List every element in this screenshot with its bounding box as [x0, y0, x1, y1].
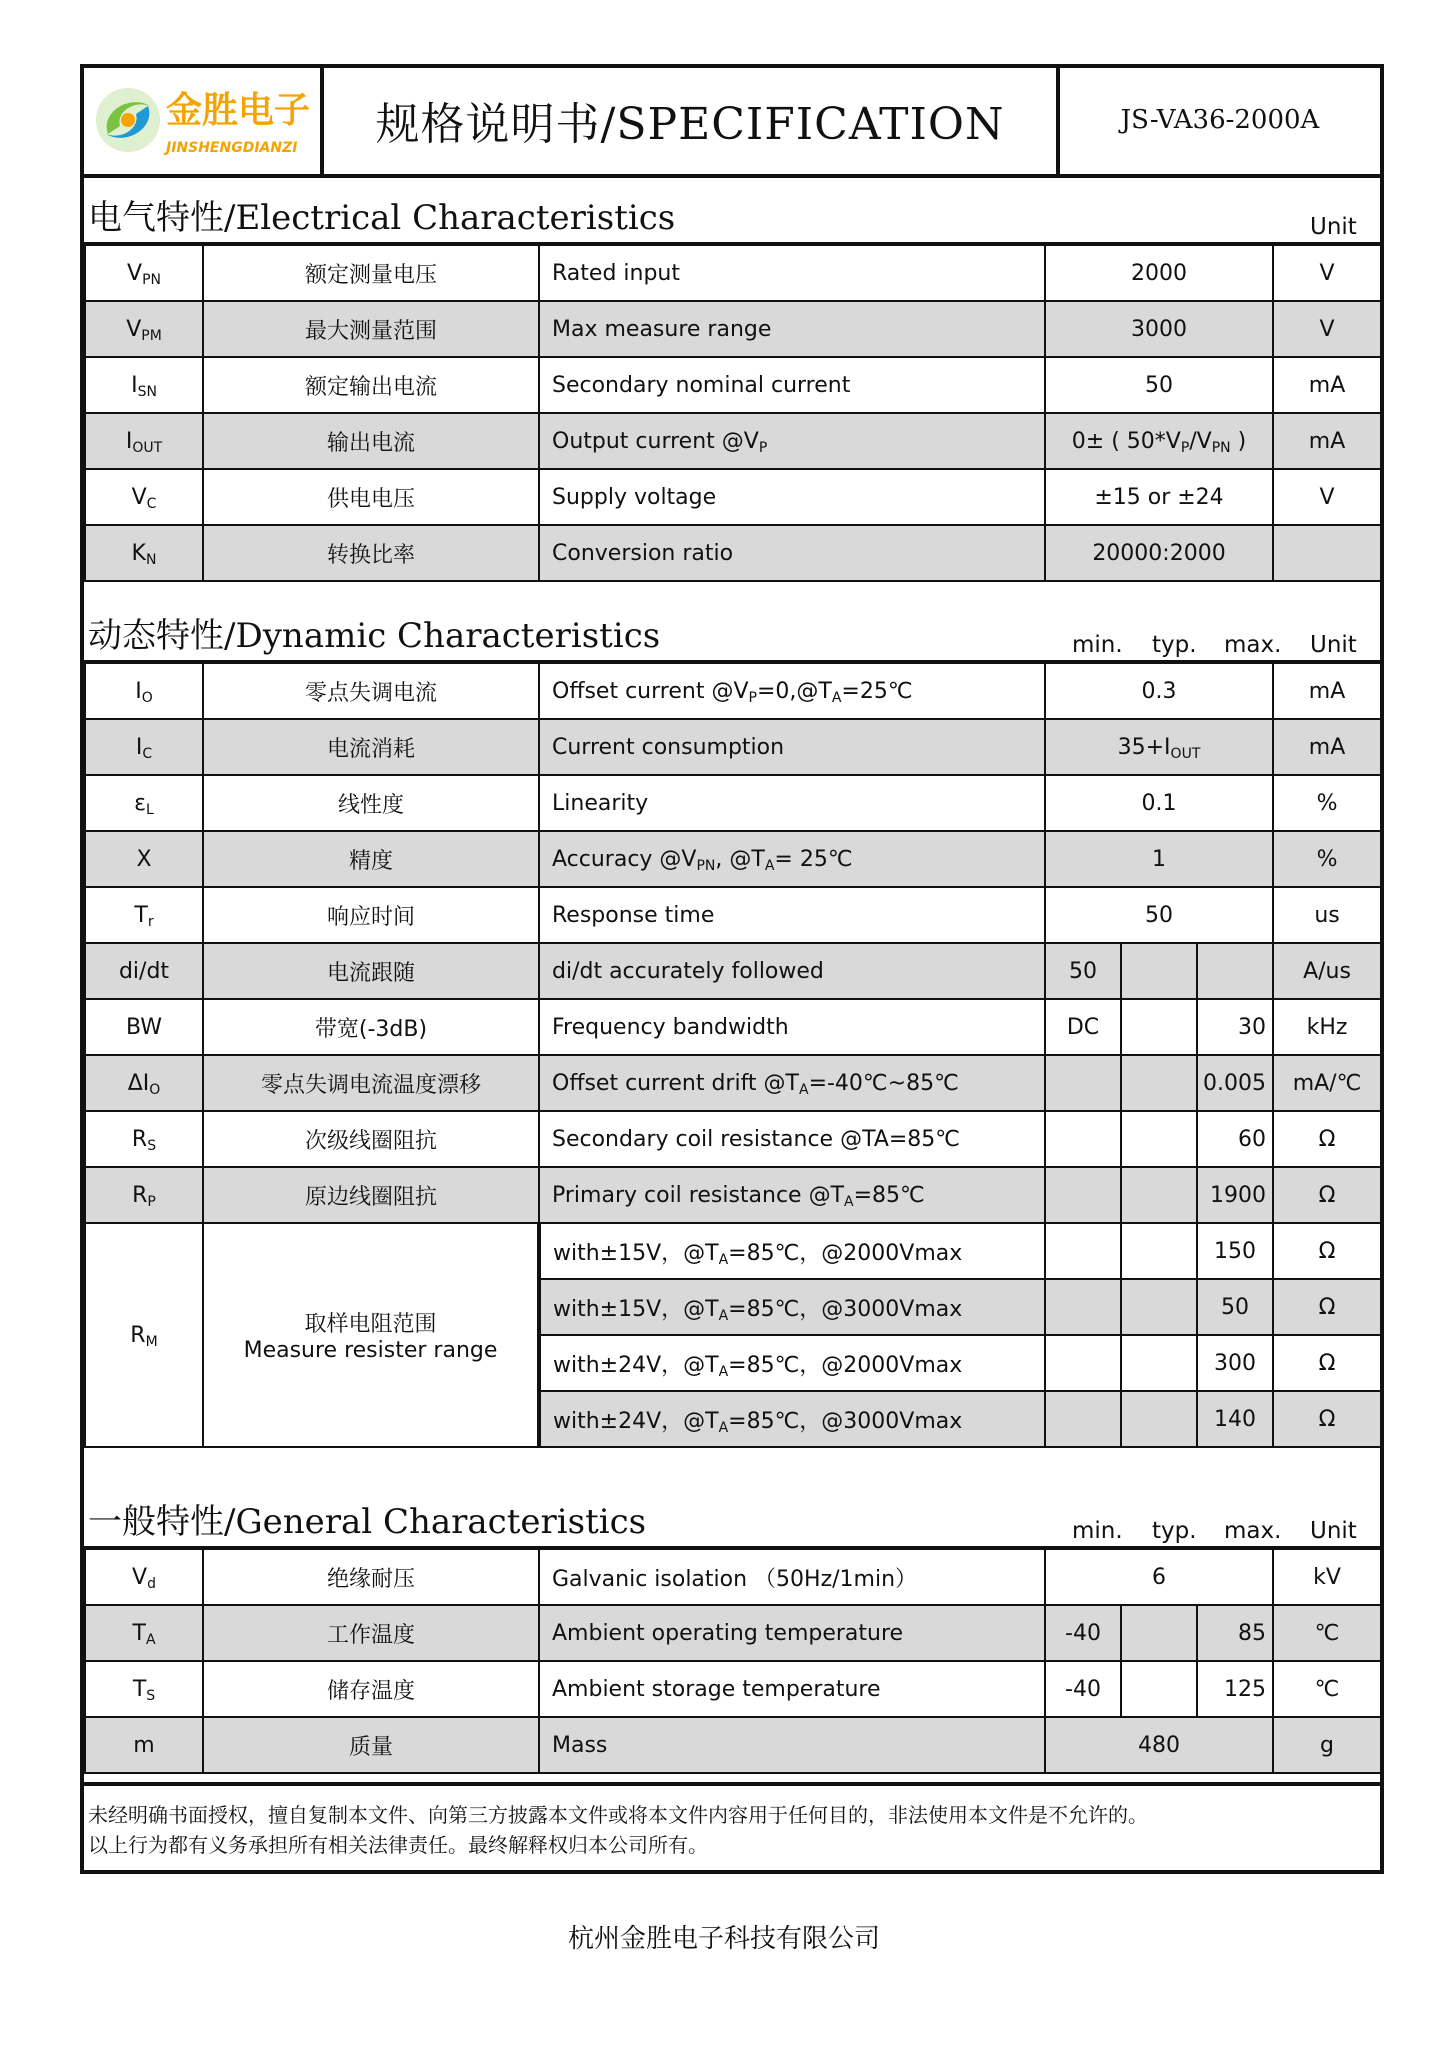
- max-value: 0.005: [1197, 1055, 1273, 1111]
- text-part: =-40℃~85℃: [808, 1070, 959, 1096]
- rm-condition: [539, 1279, 1045, 1335]
- description-cn: 电流跟随: [203, 943, 539, 999]
- document-title: 规格说明书/SPECIFICATION: [375, 99, 1005, 150]
- subscript: A: [831, 689, 842, 706]
- symbol-cell: [85, 245, 203, 301]
- subscript: OUT: [1170, 745, 1201, 762]
- symbol-cell: [85, 469, 203, 525]
- disclaimer: [88, 1800, 1378, 1860]
- min-value: [1045, 1335, 1121, 1391]
- section-title-dynamic: 动态特性/Dynamic Characteristics: [88, 616, 661, 656]
- table-row: [85, 245, 1381, 301]
- rm-description: [203, 1223, 539, 1447]
- symbol-subscript: M: [145, 1333, 158, 1350]
- symbol-cell: [85, 887, 203, 943]
- description-en: [539, 663, 1045, 719]
- description-en-text: Max measure range: [552, 316, 772, 342]
- unit-cell: Ω: [1273, 1111, 1381, 1167]
- description-en-text: Galvanic isolation （50Hz/1min）: [552, 1566, 918, 1592]
- symbol: V: [127, 260, 143, 286]
- symbol-cell: [85, 719, 203, 775]
- max-value: 150: [1197, 1223, 1273, 1279]
- subscript: PN: [696, 857, 716, 874]
- symbol: R: [132, 1182, 148, 1208]
- text-part: =85℃，@2000Vmax: [728, 1352, 963, 1378]
- description-en-text: Supply voltage: [552, 484, 717, 510]
- value-cell: [1045, 719, 1273, 775]
- table-row: [85, 999, 1381, 1055]
- text-part: Primary coil resistance @T: [552, 1182, 845, 1208]
- description-cn: 零点失调电流温度漂移: [203, 1055, 539, 1111]
- table-row: [85, 413, 1381, 469]
- text-part: Offset current drift @T: [552, 1070, 799, 1096]
- symbol-subscript: S: [146, 1687, 156, 1704]
- typ-value: [1121, 1335, 1197, 1391]
- general-table: [84, 1548, 1382, 1774]
- table-row: [85, 357, 1381, 413]
- description-en: [539, 719, 1045, 775]
- symbol: R: [130, 1322, 146, 1348]
- unit-cell: A/us: [1273, 943, 1381, 999]
- value-cell: 50: [1045, 357, 1273, 413]
- unit-cell: %: [1273, 831, 1381, 887]
- typ-value: [1121, 1167, 1197, 1223]
- unit-cell: us: [1273, 887, 1381, 943]
- description-en: [539, 1111, 1045, 1167]
- typ-value: [1121, 1223, 1197, 1279]
- min-value: [1045, 1111, 1121, 1167]
- description-cn: 精度: [203, 831, 539, 887]
- unit-cell: mA: [1273, 663, 1381, 719]
- description-cn: 响应时间: [203, 887, 539, 943]
- typ-value: [1121, 999, 1197, 1055]
- min-value: 50: [1045, 943, 1121, 999]
- text-part: , @T: [715, 846, 765, 872]
- dynamic-unit-label: Unit: [1310, 632, 1357, 658]
- table-row: [85, 301, 1381, 357]
- symbol: m: [133, 1732, 155, 1758]
- symbol-subscript: d: [147, 1575, 156, 1592]
- symbol-cell: [85, 1605, 203, 1661]
- symbol-cell: [85, 1111, 203, 1167]
- unit-cell: mA: [1273, 357, 1381, 413]
- unit-cell: V: [1273, 469, 1381, 525]
- symbol-subscript: C: [146, 495, 157, 512]
- table-row: [85, 831, 1381, 887]
- symbol-cell: [85, 1549, 203, 1605]
- description-en: [539, 469, 1045, 525]
- general-unit-label: Unit: [1310, 1518, 1357, 1544]
- description-cn: 供电电压: [203, 469, 539, 525]
- symbol-subscript: S: [147, 1137, 157, 1154]
- symbol: X: [136, 846, 152, 872]
- min-value: -40: [1045, 1605, 1121, 1661]
- description-en-text: Secondary nominal current: [552, 372, 851, 398]
- unit-cell: V: [1273, 245, 1381, 301]
- min-value: [1045, 1167, 1121, 1223]
- description-en: [539, 1605, 1045, 1661]
- dynamic-col-max: max.: [1224, 632, 1282, 658]
- subscript: P: [1180, 439, 1190, 456]
- text-part: =85℃，@3000Vmax: [728, 1408, 963, 1434]
- table-row: [85, 1055, 1381, 1111]
- symbol: I: [135, 734, 143, 760]
- unit-cell: mA/℃: [1273, 1055, 1381, 1111]
- section-title-general: 一般特性/General Characteristics: [88, 1502, 647, 1542]
- value-cell: 0.3: [1045, 663, 1273, 719]
- disclaimer-line-1: 未经明确书面授权，擅自复制本文件、向第三方披露本文件或将本文件内容用于任何目的，非法使用本文件是不允许的。: [88, 1803, 1148, 1827]
- description-en: [539, 1549, 1045, 1605]
- unit-cell: Ω: [1273, 1167, 1381, 1223]
- symbol-subscript: L: [146, 801, 154, 818]
- unit-cell: kV: [1273, 1549, 1381, 1605]
- table-row: [85, 887, 1381, 943]
- value-cell: ±15 or ±24: [1045, 469, 1273, 525]
- typ-value: [1121, 1279, 1197, 1335]
- symbol-cell: [85, 357, 203, 413]
- description-en-text: Output current @V: [552, 428, 759, 454]
- symbol: ΔI: [127, 1070, 150, 1096]
- table-row: [85, 525, 1381, 581]
- min-value: [1045, 1391, 1121, 1447]
- unit-cell: g: [1273, 1717, 1381, 1773]
- description-cn: 线性度: [203, 775, 539, 831]
- symbol-subscript: O: [141, 689, 153, 706]
- text-part: =25℃: [841, 678, 913, 704]
- description-cn: 最大测量范围: [203, 301, 539, 357]
- table-row: [85, 943, 1381, 999]
- subscript: A: [798, 1081, 809, 1098]
- description-en-text: Ambient storage temperature: [552, 1676, 881, 1702]
- symbol-subscript: PN: [142, 271, 161, 288]
- unit-cell: [1273, 525, 1381, 581]
- subscript: A: [844, 1193, 854, 1210]
- general-col-max: max.: [1224, 1518, 1282, 1544]
- subscript: A: [718, 1363, 729, 1380]
- min-value: [1045, 1055, 1121, 1111]
- text-part: ): [1230, 428, 1247, 454]
- symbol-subscript: PM: [141, 327, 162, 344]
- description-en-text: Secondary coil resistance @TA=85℃: [552, 1126, 960, 1152]
- min-value: [1045, 1279, 1121, 1335]
- description-en-text: Frequency bandwidth: [552, 1014, 789, 1040]
- dynamic-table: [84, 662, 1382, 1448]
- table-row: [85, 663, 1381, 719]
- description-cn: 次级线圈阻抗: [203, 1111, 539, 1167]
- disclaimer-line-2: 以上行为都有义务承担所有相关法律责任。最终解释权归本公司所有。: [88, 1833, 708, 1857]
- symbol-cell: [85, 301, 203, 357]
- text-part: =0,@T: [756, 678, 832, 704]
- unit-cell: Ω: [1273, 1335, 1381, 1391]
- description-en: [539, 1717, 1045, 1773]
- subscript: A: [718, 1251, 729, 1268]
- description-en: [539, 1661, 1045, 1717]
- typ-value: [1121, 1605, 1197, 1661]
- logo-brand-cn: 金胜电子: [166, 90, 311, 131]
- table-row: [85, 1549, 1381, 1605]
- max-value: 60: [1197, 1111, 1273, 1167]
- unit-cell: mA: [1273, 719, 1381, 775]
- symbol: BW: [125, 1014, 163, 1040]
- dynamic-col-min: min.: [1072, 632, 1123, 658]
- unit-cell: V: [1273, 301, 1381, 357]
- symbol: I: [131, 372, 138, 398]
- general-col-typ: typ.: [1152, 1518, 1197, 1544]
- section-title-electrical: 电气特性/Electrical Characteristics: [88, 198, 676, 238]
- description-en-text: Response time: [552, 902, 715, 928]
- description-en: [539, 1055, 1045, 1111]
- description-cn: 电流消耗: [203, 719, 539, 775]
- symbol: R: [131, 1126, 148, 1152]
- description-en: [539, 775, 1045, 831]
- value-cell: 3000: [1045, 301, 1273, 357]
- rm-condition: [539, 1335, 1045, 1391]
- text-part: = 25℃: [774, 846, 853, 872]
- subscript: P: [748, 689, 757, 706]
- description-cn: 输出电流: [203, 413, 539, 469]
- symbol: V: [126, 316, 142, 342]
- description-en: [539, 999, 1045, 1055]
- table-row: [85, 469, 1381, 525]
- symbol-subscript: r: [147, 913, 154, 930]
- symbol-cell: [85, 663, 203, 719]
- description-en-text: Rated input: [552, 260, 680, 286]
- description-en-text: Current consumption: [552, 734, 785, 760]
- value-cell: 50: [1045, 887, 1273, 943]
- symbol: K: [131, 540, 146, 566]
- symbol-cell: [85, 525, 203, 581]
- table-row: [85, 1661, 1381, 1717]
- table-row: [85, 1111, 1381, 1167]
- max-value: 300: [1197, 1335, 1273, 1391]
- min-value: DC: [1045, 999, 1121, 1055]
- subscript: A: [718, 1307, 729, 1324]
- symbol: I: [135, 678, 142, 704]
- document-code: JS-VA36-2000A: [1120, 105, 1320, 135]
- symbol-subscript: N: [145, 551, 157, 568]
- description-en: [539, 831, 1045, 887]
- description-cn: 工作温度: [203, 1605, 539, 1661]
- table-row: [85, 1167, 1381, 1223]
- text-part: /V: [1189, 428, 1212, 454]
- description-en: [539, 1167, 1045, 1223]
- company-name: 杭州金胜电子科技有限公司: [567, 1924, 880, 1954]
- description-cn: 质量: [203, 1717, 539, 1773]
- disclaimer-rule: [84, 1782, 1380, 1786]
- symbol-cell: [85, 413, 203, 469]
- description-cn: 带宽(-3dB): [203, 999, 539, 1055]
- max-value: 30: [1197, 999, 1273, 1055]
- description-cn: 原边线圈阻抗: [203, 1167, 539, 1223]
- value-cell: 6: [1045, 1549, 1273, 1605]
- subscript: A: [764, 857, 775, 874]
- unit-cell: ℃: [1273, 1605, 1381, 1661]
- company-logo: [90, 72, 316, 170]
- symbol-cell: [85, 943, 203, 999]
- typ-value: [1121, 943, 1197, 999]
- symbol-cell: [85, 1661, 203, 1717]
- table-row: [85, 1605, 1381, 1661]
- symbol: T: [132, 1676, 147, 1702]
- electrical-table: [84, 244, 1382, 582]
- typ-value: [1121, 1391, 1197, 1447]
- description-en: [539, 301, 1045, 357]
- unit-cell: %: [1273, 775, 1381, 831]
- value-cell: 20000:2000: [1045, 525, 1273, 581]
- rm-condition: [539, 1223, 1045, 1279]
- rm-symbol-cell: [85, 1223, 203, 1447]
- description-cn: 额定测量电压: [203, 245, 539, 301]
- max-value: [1197, 943, 1273, 999]
- value-cell: [1045, 413, 1273, 469]
- logo-brand-en: JINSHENGDIANZI: [166, 140, 298, 156]
- value-cell: 2000: [1045, 245, 1273, 301]
- symbol-subscript: OUT: [132, 439, 163, 456]
- rm-description-cn: 取样电阻范围: [304, 1312, 437, 1337]
- dynamic-col-typ: typ.: [1152, 632, 1197, 658]
- subscript: A: [718, 1419, 729, 1436]
- symbol: V: [131, 484, 147, 510]
- description-en-text: Mass: [552, 1732, 608, 1758]
- value-cell: 480: [1045, 1717, 1273, 1773]
- table-row: [85, 1717, 1381, 1773]
- description-cn: 转换比率: [203, 525, 539, 581]
- symbol-subscript: SN: [137, 383, 157, 400]
- max-value: 50: [1197, 1279, 1273, 1335]
- unit-cell: Ω: [1273, 1391, 1381, 1447]
- symbol-subscript: P: [147, 1193, 156, 1210]
- description-en: [539, 245, 1045, 301]
- symbol: di/dt: [118, 958, 170, 984]
- symbol: T: [134, 902, 148, 928]
- symbol-cell: [85, 831, 203, 887]
- electrical-unit-label: Unit: [1310, 214, 1357, 240]
- table-row: [85, 775, 1381, 831]
- text-part: Accuracy @V: [552, 846, 697, 872]
- description-cn: 额定输出电流: [203, 357, 539, 413]
- rm-condition: [539, 1391, 1045, 1447]
- unit-cell: kHz: [1273, 999, 1381, 1055]
- unit-cell: ℃: [1273, 1661, 1381, 1717]
- rm-description-en: Measure resister range: [243, 1338, 498, 1363]
- max-value: 125: [1197, 1661, 1273, 1717]
- description-en: [539, 357, 1045, 413]
- description-en-text: Conversion ratio: [552, 540, 734, 566]
- description-en-text: Linearity: [552, 790, 649, 816]
- description-en-text: Ambient operating temperature: [552, 1620, 904, 1646]
- symbol-subscript: O: [149, 1081, 161, 1098]
- symbol-cell: [85, 1717, 203, 1773]
- typ-value: [1121, 1055, 1197, 1111]
- symbol: I: [125, 428, 133, 454]
- text-part: with±15V，@T: [553, 1240, 719, 1266]
- description-cn: 绝缘耐压: [203, 1549, 539, 1605]
- text-part: Offset current @V: [552, 678, 749, 704]
- description-en: [539, 525, 1045, 581]
- symbol-cell: [85, 1055, 203, 1111]
- text-part: =85℃，@2000Vmax: [728, 1240, 963, 1266]
- text-part: =85℃: [853, 1182, 925, 1208]
- value-cell: 1: [1045, 831, 1273, 887]
- unit-cell: Ω: [1273, 1223, 1381, 1279]
- text-part: with±24V，@T: [553, 1408, 719, 1434]
- unit-cell: Ω: [1273, 1279, 1381, 1335]
- table-row: [85, 719, 1381, 775]
- typ-value: [1121, 1661, 1197, 1717]
- description-cn: 储存温度: [203, 1661, 539, 1717]
- description-en-subscript: P: [758, 439, 768, 456]
- symbol-cell: [85, 775, 203, 831]
- min-value: -40: [1045, 1661, 1121, 1717]
- description-en: [539, 887, 1045, 943]
- symbol-cell: [85, 1167, 203, 1223]
- description-en: [539, 413, 1045, 469]
- max-value: 140: [1197, 1391, 1273, 1447]
- value-cell: 0.1: [1045, 775, 1273, 831]
- general-col-min: min.: [1072, 1518, 1123, 1544]
- text-part: with±24V，@T: [553, 1352, 719, 1378]
- subscript: PN: [1211, 439, 1231, 456]
- symbol: T: [132, 1620, 146, 1646]
- text-part: 0± ( 50*V: [1071, 428, 1181, 454]
- text-part: 35+I: [1117, 734, 1171, 760]
- symbol: V: [132, 1564, 148, 1590]
- unit-cell: mA: [1273, 413, 1381, 469]
- typ-value: [1121, 1111, 1197, 1167]
- text-part: with±15V，@T: [553, 1296, 719, 1322]
- text-part: =85℃，@3000Vmax: [728, 1296, 963, 1322]
- description-en-text: di/dt accurately followed: [552, 958, 824, 984]
- symbol: ε: [134, 790, 147, 816]
- max-value: 1900: [1197, 1167, 1273, 1223]
- symbol-subscript: C: [142, 745, 153, 762]
- rm-table-row: [85, 1223, 1381, 1279]
- min-value: [1045, 1223, 1121, 1279]
- max-value: 85: [1197, 1605, 1273, 1661]
- symbol-cell: [85, 999, 203, 1055]
- description-en: [539, 943, 1045, 999]
- description-cn: 零点失调电流: [203, 663, 539, 719]
- symbol-subscript: A: [145, 1631, 156, 1648]
